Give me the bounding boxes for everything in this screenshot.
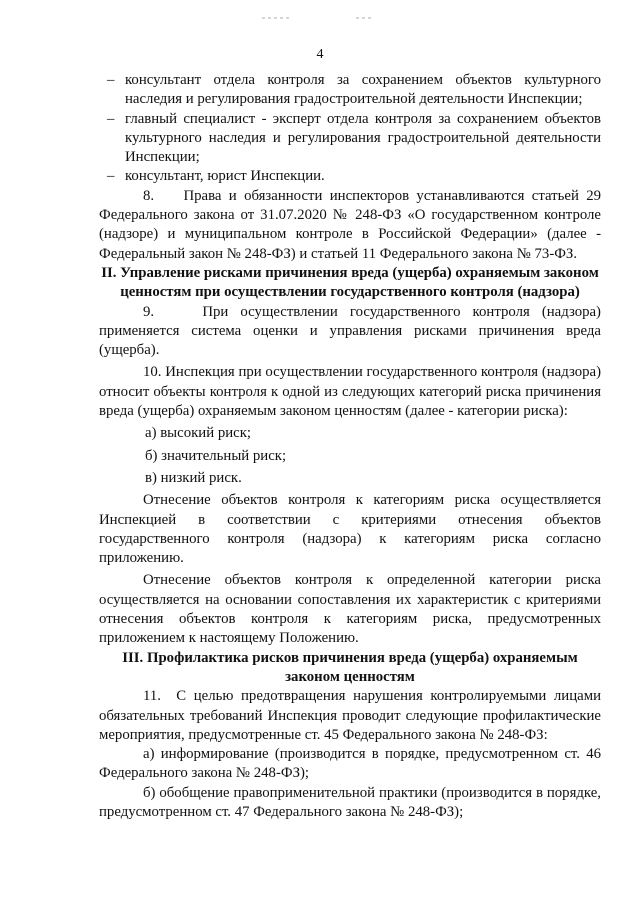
paragraph-assignment-2: Отнесение объектов контроля к определенной категории риска осуществляется на основании сопоставления их характеристик с критериями отнесения объектов контроля к категориям риска, предусмотренных приложением к настоящему Положению. — [99, 572, 601, 647]
paragraph-11b: б) обобщение правоприменительной практики (производится в порядке, предусмотренном ст. 47 Федерального закона № 248-ФЗ); — [99, 784, 601, 820]
risk-item: а) высокий риск; — [145, 425, 251, 442]
risk-item: б) значительный риск; — [145, 447, 287, 464]
list-item — [99, 71, 601, 110]
paragraph-11a: а) информирование (производится в порядке, предусмотренном ст. 46 Федерального закона № 248-ФЗ); — [99, 746, 601, 782]
scan-artifact — [262, 6, 292, 12]
list-item-text: главный специалист - эксперт отдела контроля за сохранением объектов культурного наследия и регулирования градостроительной деятельности Инспекции; — [125, 110, 601, 166]
page-number: 4 — [316, 47, 324, 62]
bullet-dash: – — [107, 168, 115, 185]
paragraph-10: 10. Инспекция при осуществлении государственного контроля (надзора) относит объекты контроля к одной из следующих категорий риска причинения вреда (ущерба) охраняемым законом ценностям (далее - категории риска): — [99, 364, 601, 420]
paragraph-8: 8. Права и обязанности инспекторов устанавливаются статьей 29 Федерального закона от 31.07.2020 № 248-ФЗ «О государственном контроле (надзоре) и муниципальном контроле в Российской Федерации» (далее - Федеральный закон № 248-ФЗ) и статьей 11 Федерального закона № 73-ФЗ. — [99, 187, 601, 262]
list-item-text: консультант, юрист Инспекции. — [125, 168, 325, 185]
bullet-dash: – — [107, 72, 115, 88]
list-item — [99, 110, 601, 168]
list-item — [99, 167, 601, 186]
scan-artifact — [356, 6, 374, 12]
risk-item: в) низкий риск. — [145, 469, 242, 486]
paragraph-9: 9. При осуществлении государственного контроля (надзора) применяется система оценки и управления рисками причинения вреда (ущерба). — [99, 303, 601, 359]
paragraph-11: 11. С целью предотвращения нарушения контролируемыми лицами обязательных требований Инспекция проводит следующие профилактические мероприятия, предусмотренные ст. 45 Федерального закона № 248-ФЗ: — [99, 688, 601, 743]
document-body — [99, 71, 601, 822]
paragraph-assignment-1: Отнесение объектов контроля к категориям риска осуществляется Инспекцией в соответствии с критериями отнесения объектов государственного контроля (надзора) к категориям риска согласно приложению. — [99, 492, 601, 567]
section-3-title: III. Профилактика рисков причинения вреда (ущерба) охраняемым законом ценностям — [122, 649, 578, 685]
bullet-dash: – — [107, 110, 115, 127]
section-2-title: II. Управление рисками причинения вреда (ущерба) охраняемым законом ценностям при осуществлении государственного контроля (надзора) — [101, 264, 599, 301]
list-item-text: консультант отдела контроля за сохранением объектов культурного наследия и регулирования градостроительной деятельности Инспекции; — [125, 72, 601, 108]
